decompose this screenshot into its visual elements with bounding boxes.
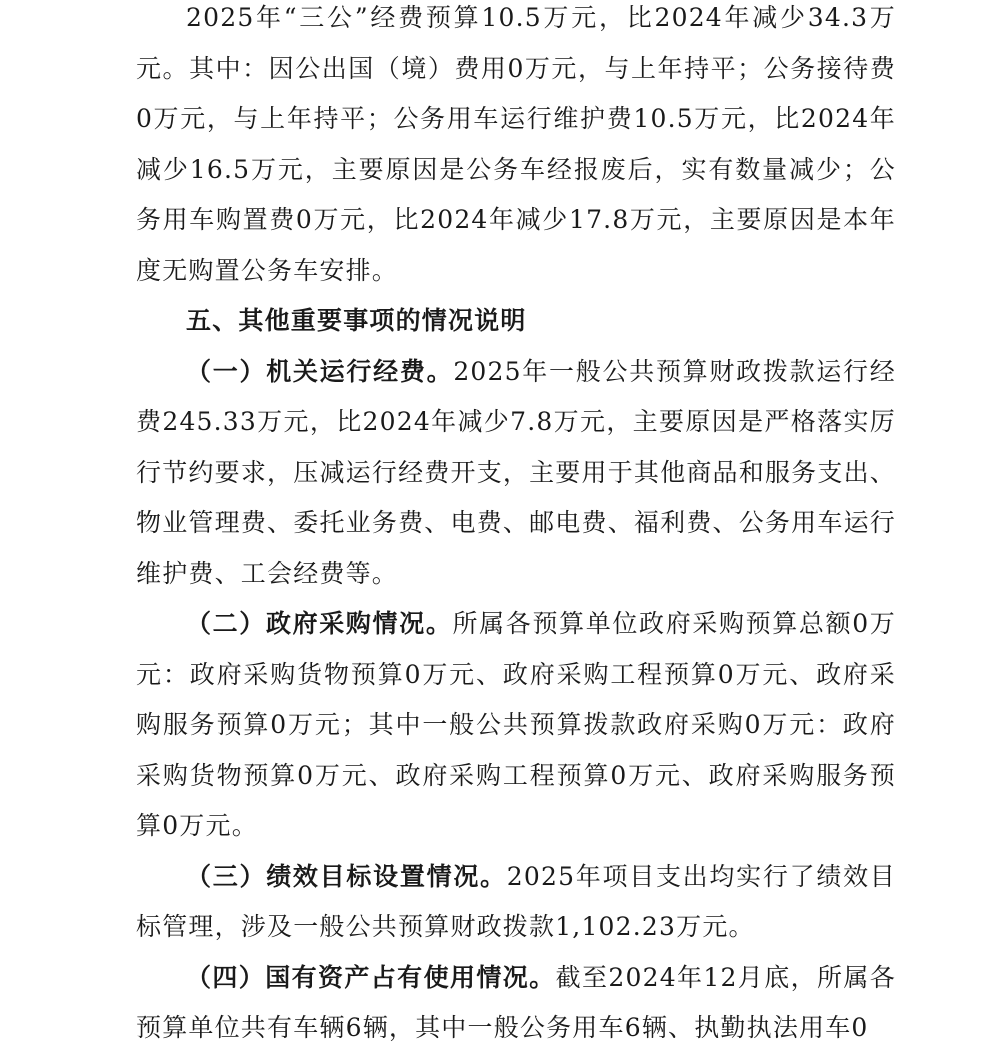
paragraph-performance-targets [136,852,896,953]
body-operating-expenses: 2025年一般公共预算财政拨款运行经费245.33万元，比2024年减少7.8万元，主要原因是严格落实厉行节约要求，压减运行经费开支，主要用于其他商品和服务支出、物业管理费、委托业务费、电费、邮电费、福利费、公务用车运行维护费、工会经费等。 [136,356,896,588]
subheading-government-procurement: （二）政府采购情况。 [186,609,453,638]
paragraph-government-procurement [136,599,896,852]
document-page [136,0,896,1054]
body-performance-targets: 2025年项目支出均实行了绩效目标管理，涉及一般公共预算财政拨款1,102.23万元。 [136,861,897,941]
body-government-procurement: 所属各预算单位政府采购预算总额0万元：政府采购货物预算0万元、政府采购工程预算0万元、政府采购服务预算0万元；其中一般公共预算拨款政府采购0万元：政府采购货物预算0万元、政府采购工程预算0万元、政府采购服务预算0万元。 [136,609,896,840]
paragraph-three-public-expenses: 2025年“三公”经费预算10.5万元，比2024年减少34.3万元。其中：因公出国（境）费用0万元，与上年持平；公务接待费0万元，与上年持平；公务用车运行维护费10.5万元，比2024年减少16.5万元，主要原因是公务车经报废后，实有数量减少；公务用车购置费0万元，比2024年减少17.8万元，主要原因是本年度无购置公务车安排。 [136,3,896,285]
section-heading-other-matters: 五、其他重要事项的情况说明 [186,306,527,335]
subheading-operating-expenses: （一）机关运行经费。 [186,356,454,386]
paragraph-operating-expenses [136,347,896,600]
subheading-performance-targets: （三）绩效目标设置情况。 [186,861,507,891]
body-state-assets: 截至2024年12月底，所属各预算单位共有车辆6辆，其中一般公务用车6辆、执勤执法用车0 [136,962,896,1042]
paragraph-state-assets [136,953,896,1054]
subheading-state-assets: （四）国有资产占有使用情况。 [186,962,556,992]
